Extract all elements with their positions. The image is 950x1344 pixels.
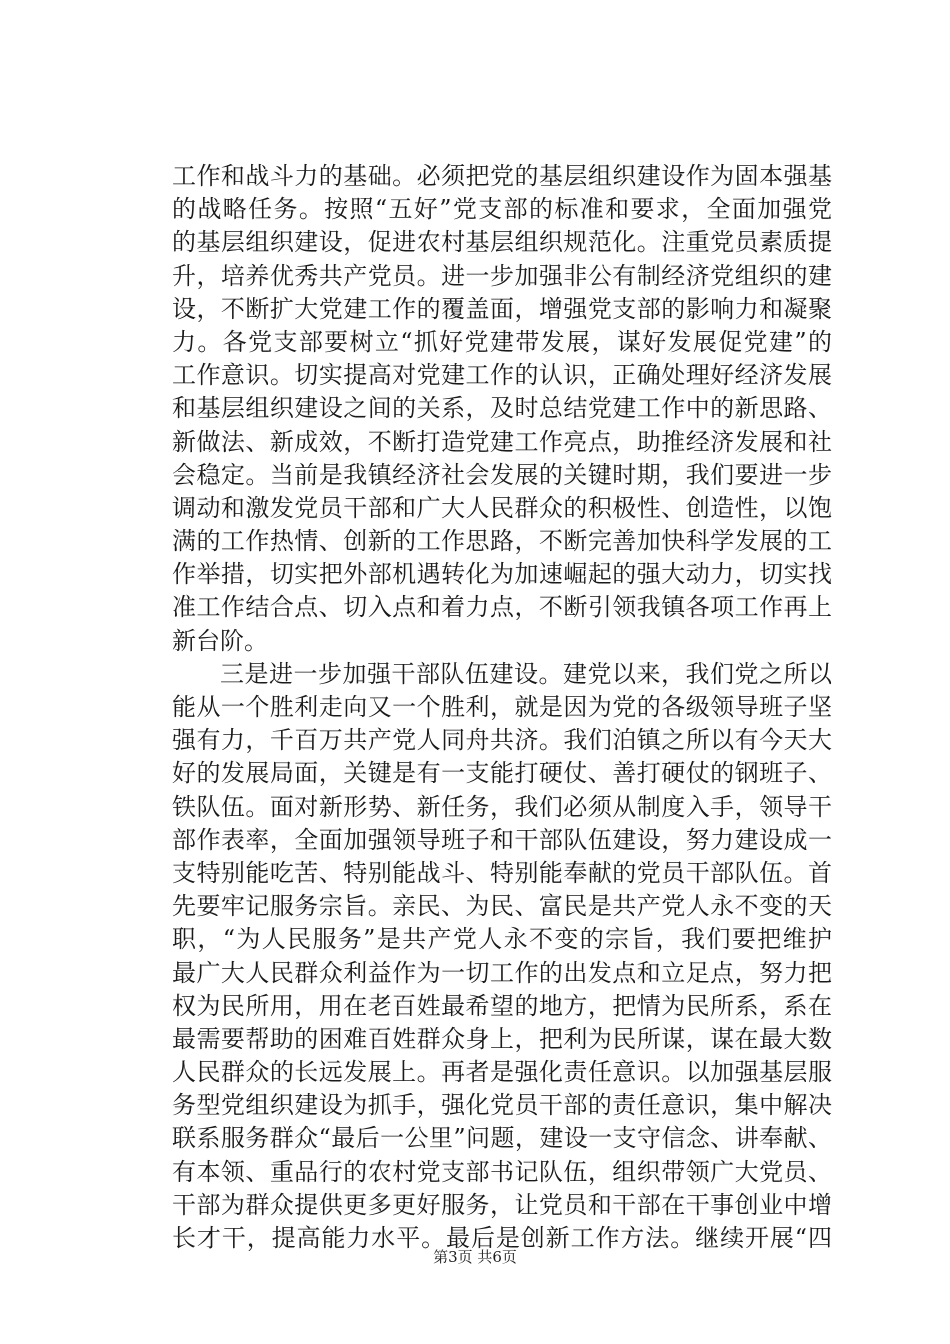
text-line: 务型党组织建设为抓手，强化党员干部的责任意识，集中解决 <box>172 1091 832 1120</box>
text-line: 职，“为人民服务”是共产党人永不变的宗旨，我们要把维护 <box>172 925 832 954</box>
text-line: 新做法、新成效，不断打造党建工作亮点，助推经济发展和社 <box>172 427 832 456</box>
text-line: 权为民所用，用在老百姓最希望的地方，把情为民所系，系在 <box>172 991 832 1020</box>
page-number-footer: 第3页 共6页 <box>433 1248 517 1266</box>
text-line: 好的发展局面，关键是有一支能打硬仗、善打硬仗的钢班子、 <box>172 759 832 788</box>
text-line: 强有力，千百万共产党人同舟共济。我们泊镇之所以有今天大 <box>172 726 832 755</box>
text-line: 和基层组织建设之间的关系，及时总结党建工作中的新思路、 <box>172 394 832 423</box>
text-line: 干部为群众提供更多更好服务，让党员和干部在干事创业中增 <box>172 1190 832 1219</box>
text-line: 铁队伍。面对新形势、新任务，我们必须从制度入手，领导干 <box>172 792 832 821</box>
text-line: 的战略任务。按照“五好”党支部的标准和要求，全面加强党 <box>172 195 832 224</box>
text-line: 的基层组织建设，促进农村基层组织规范化。注重党员素质提 <box>172 228 832 257</box>
text-line-paragraph-end: 新台阶。 <box>172 626 268 655</box>
text-line: 长才干，提高能力水平。最后是创新工作方法。继续开展“四 <box>172 1224 832 1252</box>
text-line: 工作意识。切实提高对党建工作的认识，正确处理好经济发展 <box>172 361 832 390</box>
text-line: 作举措，切实把外部机遇转化为加速崛起的强大动力，切实找 <box>172 560 832 589</box>
text-line: 有本领、重品行的农村党支部书记队伍，组织带领广大党员、 <box>172 1157 832 1186</box>
text-line: 力。各党支部要树立“抓好党建带发展，谋好发展促党建”的 <box>172 327 832 356</box>
text-line: 联系服务群众“最后一公里”问题，建设一支守信念、讲奉献、 <box>172 1124 832 1153</box>
text-line: 满的工作热情、创新的工作思路，不断完善加快科学发展的工 <box>172 527 832 556</box>
text-line: 升，培养优秀共产党员。进一步加强非公有制经济党组织的建 <box>172 261 832 290</box>
text-line: 能从一个胜利走向又一个胜利，就是因为党的各级领导班子坚 <box>172 693 832 721</box>
text-line: 支特别能吃苦、特别能战斗、特别能奉献的党员干部队伍。首 <box>172 858 832 887</box>
body-text <box>172 160 832 1255</box>
text-line: 最需要帮助的困难百姓群众身上，把利为民所谋，谋在最大数 <box>172 1024 832 1053</box>
text-line: 最广大人民群众利益作为一切工作的出发点和立足点，努力把 <box>172 958 832 987</box>
text-line: 部作表率，全面加强领导班子和干部队伍建设，努力建设成一 <box>172 825 832 854</box>
text-line: 工作和战斗力的基础。必须把党的基层组织建设作为固本强基 <box>172 162 832 190</box>
text-line: 先要牢记服务宗旨。亲民、为民、富民是共产党人永不变的天 <box>172 892 832 921</box>
text-line: 调动和激发党员干部和广大人民群众的积极性、创造性，以饱 <box>172 493 832 522</box>
text-line: 设，不断扩大党建工作的覆盖面，增强党支部的影响力和凝聚 <box>172 294 832 323</box>
text-line: 人民群众的长远发展上。再者是强化责任意识。以加强基层服 <box>172 1058 832 1087</box>
text-line-paragraph-start: 三是进一步加强干部队伍建设。建党以来，我们党之所以 <box>220 659 832 688</box>
text-line: 会稳定。当前是我镇经济社会发展的关键时期，我们要进一步 <box>172 460 832 489</box>
text-line: 准工作结合点、切入点和着力点，不断引领我镇各项工作再上 <box>172 593 832 622</box>
